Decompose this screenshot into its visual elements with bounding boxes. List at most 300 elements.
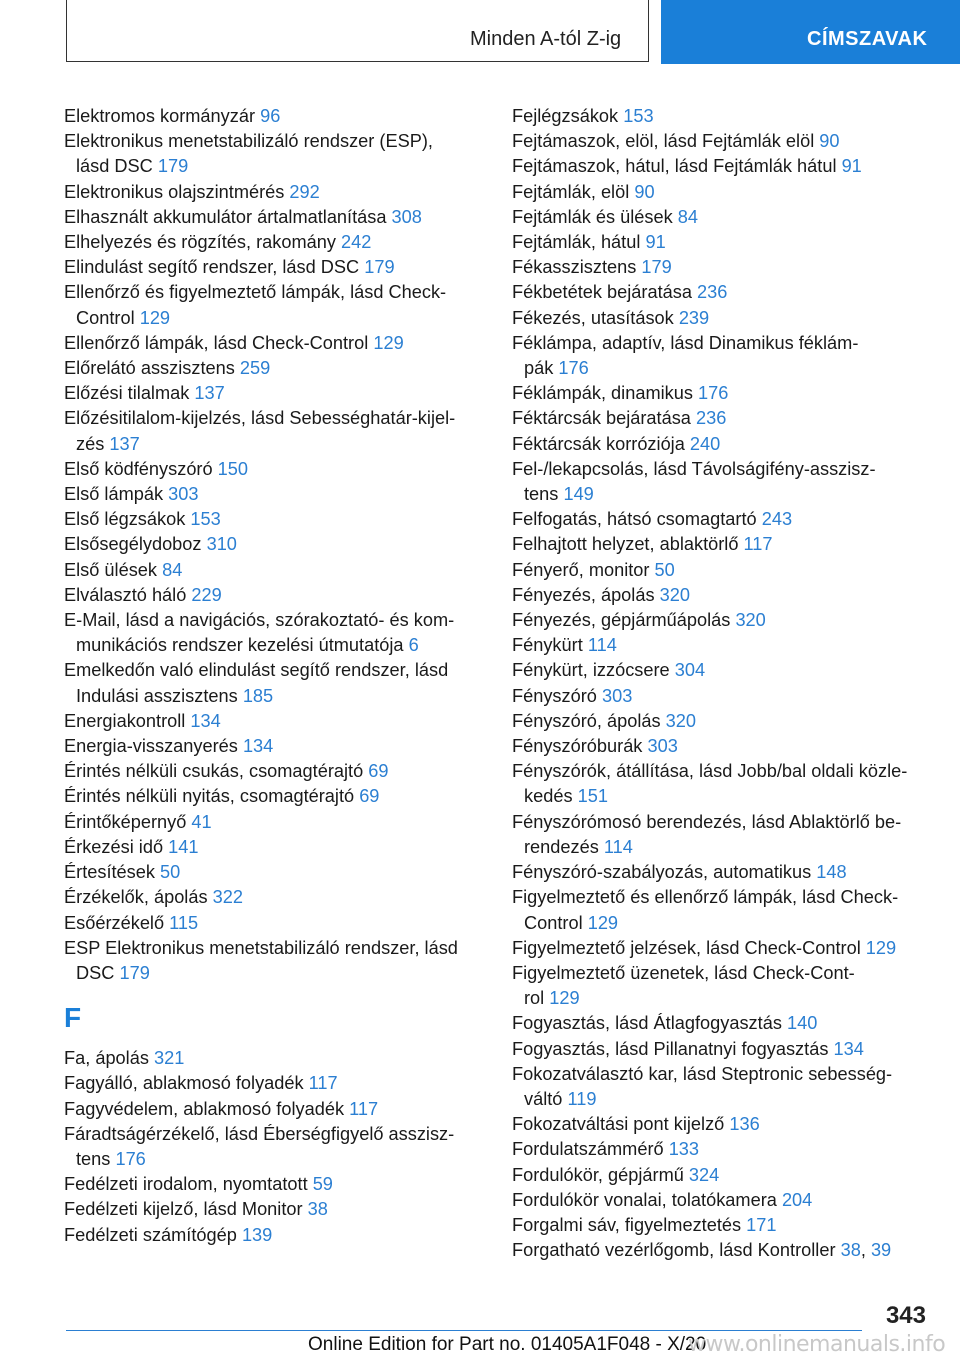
page-reference-link[interactable]: 140 (786, 1013, 818, 1034)
index-entry-line (512, 633, 932, 658)
index-entry (64, 255, 484, 280)
index-entry-text: Fogyasztás, lásd Átlagfogyasztás (512, 1013, 782, 1034)
index-entry (512, 331, 932, 381)
page-reference-link[interactable]: 137 (109, 433, 140, 454)
index-entry (512, 1238, 932, 1263)
index-entry-line (64, 1122, 484, 1147)
index-entry-line (512, 1188, 932, 1213)
index-entry-text: Fékbetétek bejáratása (512, 282, 692, 303)
index-entry-text: Fénykürt (512, 635, 583, 656)
index-entry-text: tens (524, 484, 559, 505)
index-entry-text: tens (76, 1148, 111, 1169)
page-reference-link[interactable]: 141 (168, 836, 199, 857)
page-reference-link[interactable]: 259 (239, 358, 271, 379)
page-reference-link[interactable]: 176 (698, 383, 729, 404)
index-entry-line (512, 810, 932, 835)
index-entry-line (512, 507, 932, 532)
index-entry-text: Fagyálló, ablakmosó folyadék (64, 1073, 304, 1094)
page-reference-link[interactable]: 243 (761, 509, 793, 530)
page-reference-link[interactable]: 292 (289, 181, 320, 202)
page-reference-link[interactable]: 171 (746, 1214, 777, 1235)
index-entry (64, 507, 484, 532)
index-entry-line (64, 759, 484, 784)
index-entry (64, 406, 484, 456)
page-reference-link[interactable]: 179 (364, 257, 395, 278)
index-entry-line (64, 507, 484, 532)
page-reference-link[interactable]: 139 (241, 1224, 273, 1245)
index-entry-text: Forgatható vezérlőgomb, lásd Kontroller (512, 1240, 836, 1261)
index-entry-line (64, 532, 484, 557)
index-entry-line (512, 986, 932, 1011)
page-reference-link[interactable]: 114 (603, 836, 633, 857)
index-entry-line (64, 1046, 484, 1071)
index-entry (512, 860, 932, 885)
index-entry-line (512, 356, 932, 381)
index-entry (512, 406, 932, 431)
index-entry-text: Fényezés, ápolás (512, 584, 655, 605)
page-reference-link[interactable]: 240 (689, 433, 721, 454)
index-entry-line (64, 482, 484, 507)
index-entry-text: Fejtámlák, elöl (512, 181, 630, 202)
footer-divider (66, 1330, 862, 1331)
page-reference-link[interactable]: 153 (623, 106, 654, 126)
index-entry (64, 734, 484, 759)
index-entry-line (64, 633, 484, 658)
index-entry-text: Fényszóró-szabályozás, automatikus (512, 862, 812, 883)
page-reference-link[interactable]: 303 (168, 484, 199, 505)
page-number: 343 (885, 1302, 926, 1329)
index-entry-line (64, 961, 484, 986)
index-entry-text: Fejtámaszok, elöl, lásd Fejtámlák elöl (512, 131, 815, 152)
index-entry-text: Felfogatás, hátsó csomagtartó (512, 509, 757, 530)
index-entry (64, 911, 484, 936)
index-entry-text: Fényszóróburák (512, 736, 643, 757)
index-entry-text: Elhasznált akkumulátor ártalmatlanítása (64, 206, 387, 227)
index-entry (64, 860, 484, 885)
index-entry (64, 709, 484, 734)
index-entry-text: Control (524, 912, 583, 933)
index-entry-text: Fagyvédelem, ablakmosó folyadék (64, 1098, 345, 1119)
index-entry-line (64, 230, 484, 255)
index-entry-text: Fa, ápolás (64, 1048, 149, 1069)
index-entry (512, 1137, 932, 1162)
index-entry-line (64, 104, 484, 129)
page-reference-link[interactable]: 320 (735, 610, 766, 631)
index-entry-text: Esőérzékelő (64, 912, 165, 933)
index-entry (512, 583, 932, 608)
index-entry (512, 507, 932, 532)
index-entry (64, 1097, 484, 1122)
index-entry-line (64, 331, 484, 356)
index-entry-line (64, 810, 484, 835)
index-entry (64, 1223, 484, 1248)
page-reference-link[interactable]: 50 (160, 862, 181, 883)
index-entry (512, 1037, 932, 1062)
index-entry-text: Fényszórók, átállítása, lásd Jobb/bal oldali közle- (512, 761, 908, 782)
index-entry-line (512, 734, 932, 759)
page-reference-link[interactable]: 310 (206, 534, 237, 555)
index-entry (64, 230, 484, 255)
index-entry-line (512, 432, 932, 457)
page-reference-link[interactable]: 6 (408, 635, 419, 656)
index-entry-line (512, 658, 932, 683)
index-entry-line (512, 104, 932, 129)
index-entry (512, 961, 932, 1011)
section-title: Minden A-tól Z-ig (470, 28, 622, 50)
index-entry (512, 810, 932, 860)
index-entry-text: Energia-visszanyerés (64, 736, 238, 757)
index-entry-text: Érintés nélküli nyitás, csomagtérajtó (64, 786, 355, 807)
index-entry-text: ESP Elektronikus menetstabilizáló rendszer, lásd (64, 937, 458, 958)
index-entry-line (512, 1213, 932, 1238)
index-entry (512, 1188, 932, 1213)
index-entry (512, 457, 932, 507)
page-reference-link[interactable]: 322 (212, 887, 243, 908)
index-entry (64, 532, 484, 557)
page-reference-link[interactable]: 114 (587, 635, 617, 656)
page-reference-link[interactable]: 179 (119, 962, 150, 983)
index-entry (64, 583, 484, 608)
index-entry-line (512, 835, 932, 860)
index-entry-text: Első lámpák (64, 484, 164, 505)
index-entry-text: Emelkedőn való elindulást segítő rendszer, lásd (64, 660, 449, 681)
index-entry-text: Felhajtott helyzet, ablaktörlő (512, 534, 739, 555)
page-reference-link[interactable]: 321 (154, 1048, 185, 1069)
index-entry-text: Féklámpa, adaptív, lásd Dinamikus féklám- (512, 332, 859, 353)
index-entry-line (512, 205, 932, 230)
page-reference-link[interactable]: 304 (674, 660, 706, 681)
page-reference-link[interactable]: 179 (641, 257, 672, 278)
footer-edition: Online Edition for Part no. 01405A1F048 - X/20 (308, 1334, 707, 1355)
index-entry-text: váltó (524, 1088, 563, 1109)
index-entry-text: Fékezés, utasítások (512, 307, 674, 328)
index-entry-line (512, 860, 932, 885)
index-entry (512, 154, 932, 179)
index-entry (64, 885, 484, 910)
index-entry (64, 810, 484, 835)
index-entry-text: Fogyasztás, lásd Pillanatnyi fogyasztás (512, 1038, 829, 1059)
index-entry-line (64, 205, 484, 230)
index-entry-line (64, 885, 484, 910)
index-entry (64, 936, 484, 986)
index-entry-text: Előzési tilalmak (64, 383, 190, 404)
page-reference-link[interactable]: 117 (308, 1073, 338, 1094)
index-entry-text: rendezés (524, 836, 599, 857)
page-reference-link[interactable]: 133 (668, 1139, 700, 1160)
index-entry (512, 936, 932, 961)
index-entry-line (512, 558, 932, 583)
page-reference-link[interactable]: 129 (865, 937, 897, 958)
index-entry (512, 558, 932, 583)
index-entry (512, 658, 932, 683)
footer-watermark: www.onlinemanuals.info (688, 1332, 946, 1357)
index-entry-line (512, 331, 932, 356)
index-entry-text: Fékasszisztens (512, 257, 637, 278)
page-reference-link[interactable]: 229 (191, 584, 222, 605)
index-entry (512, 230, 932, 255)
page-reference-link[interactable]: 308 (391, 206, 422, 227)
index-entry-line (512, 457, 932, 482)
index-entry-line (64, 1147, 484, 1172)
page-reference-link[interactable]: 242 (341, 232, 372, 253)
index-entry-line (512, 911, 932, 936)
page-reference-link[interactable]: 90 (634, 181, 655, 202)
index-entry-line (64, 280, 484, 305)
index-entry-text: Első ködfényszóró (64, 458, 213, 479)
index-entry (512, 306, 932, 331)
index-entry-line (512, 583, 932, 608)
index-entry-line (64, 684, 484, 709)
index-column-right (512, 104, 932, 1263)
index-entry-line (512, 406, 932, 431)
page-reference-link[interactable]: 90 (819, 131, 840, 152)
page-reference-link[interactable]: 303 (647, 736, 678, 757)
page-reference-link[interactable]: 185 (242, 685, 274, 706)
page-reference-link[interactable]: 117 (743, 534, 773, 555)
index-entry-text: Féktárcsák bejáratása (512, 408, 691, 429)
page-reference-link[interactable]: 115 (169, 912, 199, 933)
index-entry-text: Érzékelők, ápolás (64, 887, 208, 908)
index-entry-text: Értesítések (64, 862, 155, 883)
page-reference-link[interactable]: 148 (816, 862, 847, 883)
page-reference-link[interactable]: 239 (678, 307, 710, 328)
index-entry-text: Fedélzeti kijelző, lásd Monitor (64, 1199, 303, 1220)
page-reference-link[interactable]: 129 (373, 332, 404, 353)
index-entry-line (512, 532, 932, 557)
index-entry-text: Fejlégzsákok (512, 106, 619, 126)
index-entry-text: kedés (524, 786, 573, 807)
page-reference-link[interactable]: 204 (781, 1189, 813, 1210)
index-entry (512, 205, 932, 230)
index-entry-text: Érintőképernyő (64, 811, 187, 832)
index-entry-line (512, 280, 932, 305)
index-entry-line (64, 1071, 484, 1096)
page-reference-link[interactable]: 176 (115, 1148, 146, 1169)
index-entry-line (512, 709, 932, 734)
page-reference-link[interactable]: 320 (665, 710, 697, 731)
page-reference-link[interactable]: 136 (729, 1114, 760, 1135)
index-entry-line (64, 558, 484, 583)
index-entry-line (64, 306, 484, 331)
page-reference-link[interactable]: 38 (307, 1199, 328, 1220)
index-entry-line (64, 936, 484, 961)
index-entry-text: munikációs rendszer kezelési útmutatója (76, 635, 404, 656)
index-entry-line (64, 180, 484, 205)
index-entry (64, 482, 484, 507)
index-entry (64, 1046, 484, 1071)
index-entry-line (512, 759, 932, 784)
index-entry-text: Fényszóró, ápolás (512, 710, 661, 731)
index-entry (64, 658, 484, 708)
index-entry-line (512, 1163, 932, 1188)
index-entry (512, 633, 932, 658)
index-entry-line (64, 381, 484, 406)
index-entry (64, 1122, 484, 1172)
index-entry-text: Érintés nélküli csukás, csomagtérajtó (64, 761, 364, 782)
index-entry (64, 1172, 484, 1197)
index-entry-text: Ellenőrző lámpák, lásd Check-Control (64, 332, 369, 353)
index-entry-text: Fejtámaszok, hátul, lásd Fejtámlák hátul (512, 156, 837, 177)
index-entry (64, 129, 484, 179)
index-entry (512, 1011, 932, 1036)
index-entry-line (512, 154, 932, 179)
index-entry (64, 1197, 484, 1222)
page-reference-link[interactable]: 41 (191, 811, 212, 832)
index-entry-line (64, 658, 484, 683)
index-entry (512, 885, 932, 935)
index-entry-line (512, 961, 932, 986)
page-reference-link[interactable]: 91 (841, 156, 862, 177)
index-entry (512, 734, 932, 759)
index-entry-line (512, 180, 932, 205)
page-reference-link[interactable]: 149 (563, 484, 594, 505)
index-entry-text: Elektromos kormányzár (64, 106, 256, 126)
page-reference-link[interactable]: 324 (688, 1164, 720, 1185)
page-reference-link[interactable]: 137 (194, 383, 225, 404)
page-reference-link[interactable]: 129 (549, 988, 580, 1009)
index-entry (512, 684, 932, 709)
page-reference-link[interactable]: 151 (577, 786, 608, 807)
index-entry (64, 784, 484, 809)
index-entry (64, 104, 484, 129)
index-entry-text: E-Mail, lásd a navigációs, szórakoztató- és kom- (64, 610, 455, 631)
index-entry-line (512, 306, 932, 331)
page-reference-link[interactable]: 179 (157, 156, 189, 177)
index-entry-line (512, 1037, 932, 1062)
index-entry (512, 1213, 932, 1238)
index-entry (512, 608, 932, 633)
page-reference-link[interactable]: 69 (359, 786, 380, 807)
index-entry-text: Előzésitilalom-kijelzés, lásd Sebességhatár-kijel- (64, 408, 456, 429)
page-reference-link[interactable]: 134 (242, 736, 274, 757)
index-entry-text: Elindulást segítő rendszer, lásd DSC (64, 257, 360, 278)
index-entry-line (64, 129, 484, 154)
page-reference-link[interactable]: 50 (654, 559, 675, 580)
index-entry (512, 1062, 932, 1112)
index-entry-line (64, 356, 484, 381)
index-entry-text: zés (76, 433, 105, 454)
index-entry-text: Fel-/lekapcsolás, lásd Távolságifény-asszisz- (512, 458, 876, 479)
index-entry-line (64, 457, 484, 482)
index-entry-line (512, 1062, 932, 1087)
page-reference-link[interactable]: 134 (833, 1038, 864, 1059)
index-entry-line (64, 154, 484, 179)
page-reference-link[interactable]: 96 (260, 106, 281, 126)
index-entry-line (512, 1112, 932, 1137)
index-entry-text: Fedélzeti irodalom, nyomtatott (64, 1174, 308, 1195)
page-reference-link[interactable]: 150 (217, 458, 249, 479)
index-entry (512, 532, 932, 557)
index-entry (64, 835, 484, 860)
index-entry-text: Figyelmeztető üzenetek, lásd Check-Cont- (512, 962, 855, 983)
index-entry-text: Fedélzeti számítógép (64, 1224, 237, 1245)
page-reference-link[interactable]: 119 (567, 1088, 597, 1109)
index-entry-line (512, 885, 932, 910)
index-column-left (64, 104, 484, 1248)
index-entry-line (512, 784, 932, 809)
index-entry (64, 1071, 484, 1096)
index-entry-line (64, 1097, 484, 1122)
index-entry-text: Fényerő, monitor (512, 559, 650, 580)
index-entry (512, 1163, 932, 1188)
page-reference-link[interactable]: 84 (162, 559, 183, 580)
page-reference-link[interactable]: 38 (840, 1240, 861, 1261)
index-entry (512, 255, 932, 280)
index-entry (64, 356, 484, 381)
index-entry-line (64, 709, 484, 734)
page-reference-link[interactable]: 39 (870, 1240, 892, 1261)
index-entry-line (64, 1172, 484, 1197)
page-reference-link[interactable]: 117 (349, 1098, 379, 1119)
index-entry-text: Fokozatváltási pont kijelző (512, 1114, 725, 1135)
index-entry (64, 381, 484, 406)
index-entry-text: Érkezési idő (64, 836, 164, 857)
index-tab-label: CÍMSZAVAK (807, 28, 928, 50)
index-entry-line (64, 406, 484, 431)
index-entry-line (512, 608, 932, 633)
page-reference-link[interactable]: 129 (139, 307, 171, 328)
index-entry-text: Figyelmeztető jelzések, lásd Check-Control (512, 937, 861, 958)
index-entry-line (64, 1197, 484, 1222)
index-entry-text: Elektronikus menetstabilizáló rendszer (ESP), (64, 131, 433, 152)
index-entry-text: Féktárcsák korróziója (512, 433, 685, 454)
index-entry-line (64, 255, 484, 280)
index-entry (64, 280, 484, 330)
index-entry-text: Első ülések (64, 559, 158, 580)
index-entry (512, 280, 932, 305)
index-entry-text: Előrelátó asszisztens (64, 358, 235, 379)
index-entry (512, 381, 932, 406)
index-entry (512, 709, 932, 734)
index-entry-text: Energiakontroll (64, 710, 186, 731)
page-reference-link[interactable]: 176 (558, 358, 589, 379)
index-entry-text: Fordulatszámmérő (512, 1139, 664, 1160)
index-entry-text: Fejtámlák, hátul (512, 232, 641, 253)
index-entry-text: Féklámpák, dinamikus (512, 383, 693, 404)
index-entry-text: lásd DSC (76, 156, 153, 177)
index-entry-text: Forgalmi sáv, figyelmeztetés (512, 1214, 742, 1235)
page-reference-link[interactable]: 69 (368, 761, 389, 782)
page-reference-link[interactable]: 303 (601, 685, 633, 706)
index-entry-line (512, 381, 932, 406)
index-entry-line (64, 608, 484, 633)
page-reference-link[interactable]: 236 (696, 408, 727, 429)
index-entry-text: Elválasztó háló (64, 584, 187, 605)
index-entry-text: Fordulókör, gépjármű (512, 1164, 684, 1185)
page-reference-link[interactable]: 153 (190, 509, 221, 530)
index-entry (64, 205, 484, 230)
index-entry-text: Első légzsákok (64, 509, 186, 530)
index-entry-text: Fokozatválasztó kar, lásd Steptronic sebesség- (512, 1063, 893, 1084)
page-reference-link[interactable]: 236 (697, 282, 728, 303)
page-reference-link[interactable]: 134 (190, 710, 221, 731)
index-entry (64, 759, 484, 784)
index-entry (512, 432, 932, 457)
index-entry-line (512, 482, 932, 507)
index-entry (512, 104, 932, 129)
page-reference-link[interactable]: 91 (645, 232, 666, 253)
page-reference-link[interactable]: 129 (587, 912, 619, 933)
index-tab[interactable] (661, 0, 960, 64)
page-reference-link[interactable]: 84 (677, 206, 699, 227)
index-entry-text: Fénykürt, izzócsere (512, 660, 670, 681)
index-entry-text: pák (524, 358, 554, 379)
index-entry (512, 180, 932, 205)
page-reference-link[interactable]: 59 (312, 1174, 333, 1195)
page-reference-link[interactable]: 320 (659, 584, 690, 605)
index-entry (64, 180, 484, 205)
index-entry-text: Fényszórómosó berendezés, lásd Ablaktörlő be- (512, 811, 902, 832)
